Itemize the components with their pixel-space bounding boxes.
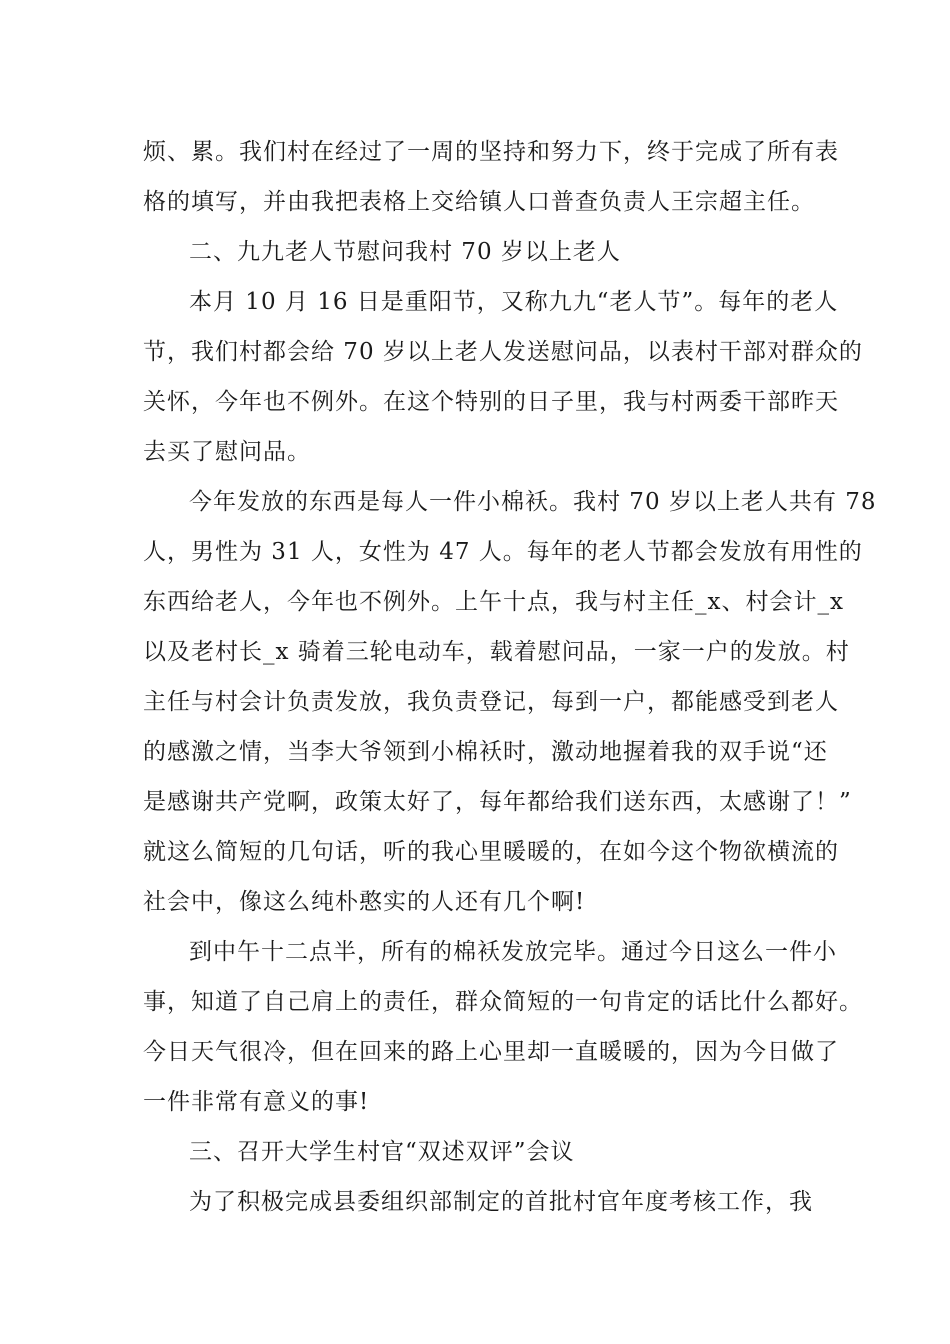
text-line: 是感谢共产党啊，政策太好了，每年都给我们送东西，太感谢了！” xyxy=(143,789,852,815)
text-line: 的感激之情，当李大爷领到小棉袄时，激动地握着我的双手说“还 xyxy=(143,739,828,765)
text-line: 节，我们村都会给 70 岁以上老人发送慰问品，以表村干部对群众的 xyxy=(143,339,863,365)
text-line: 烦、累。我们村在经过了一周的坚持和努力下，终于完成了所有表 xyxy=(143,139,839,165)
text-line: 东西给老人，今年也不例外。上午十点，我与村主任_x、村会计_x xyxy=(143,589,844,615)
text-line: 一件非常有意义的事! xyxy=(143,1089,370,1115)
paragraph-start-line: 为了积极完成县委组织部制定的首批村官年度考核工作，我 xyxy=(189,1189,813,1215)
paragraph-start-line: 今年发放的东西是每人一件小棉袄。我村 70 岁以上老人共有 78 xyxy=(189,489,877,515)
paragraph-start-line: 到中午十二点半，所有的棉袄发放完毕。通过今日这么一件小 xyxy=(189,939,837,965)
text-line: 关怀，今年也不例外。在这个特别的日子里，我与村两委干部昨天 xyxy=(143,389,839,415)
section-heading: 三、召开大学生村官“双述双评”会议 xyxy=(189,1139,575,1165)
text-line: 以及老村长_x 骑着三轮电动车，载着慰问品，一家一户的发放。村 xyxy=(143,639,850,665)
paragraph-start-line: 本月 10 月 16 日是重阳节，又称九九“老人节”。每年的老人 xyxy=(189,289,839,315)
text-line: 格的填写，并由我把表格上交给镇人口普查负责人王宗超主任。 xyxy=(143,189,815,215)
text-line: 主任与村会计负责发放，我负责登记，每到一户，都能感受到老人 xyxy=(143,689,839,715)
section-heading: 二、九九老人节慰问我村 70 岁以上老人 xyxy=(189,239,621,265)
text-line: 人，男性为 31 人，女性为 47 人。每年的老人节都会发放有用性的 xyxy=(143,539,863,565)
text-line: 去买了慰问品。 xyxy=(143,439,311,465)
text-line: 社会中，像这么纯朴憨实的人还有几个啊! xyxy=(143,889,586,915)
text-line: 今日天气很冷，但在回来的路上心里却一直暖暖的，因为今日做了 xyxy=(143,1039,839,1065)
text-line: 就这么简短的几句话，听的我心里暖暖的，在如今这个物欲横流的 xyxy=(143,839,839,865)
text-line: 事，知道了自己肩上的责任，群众简短的一句肯定的话比什么都好。 xyxy=(143,989,863,1015)
